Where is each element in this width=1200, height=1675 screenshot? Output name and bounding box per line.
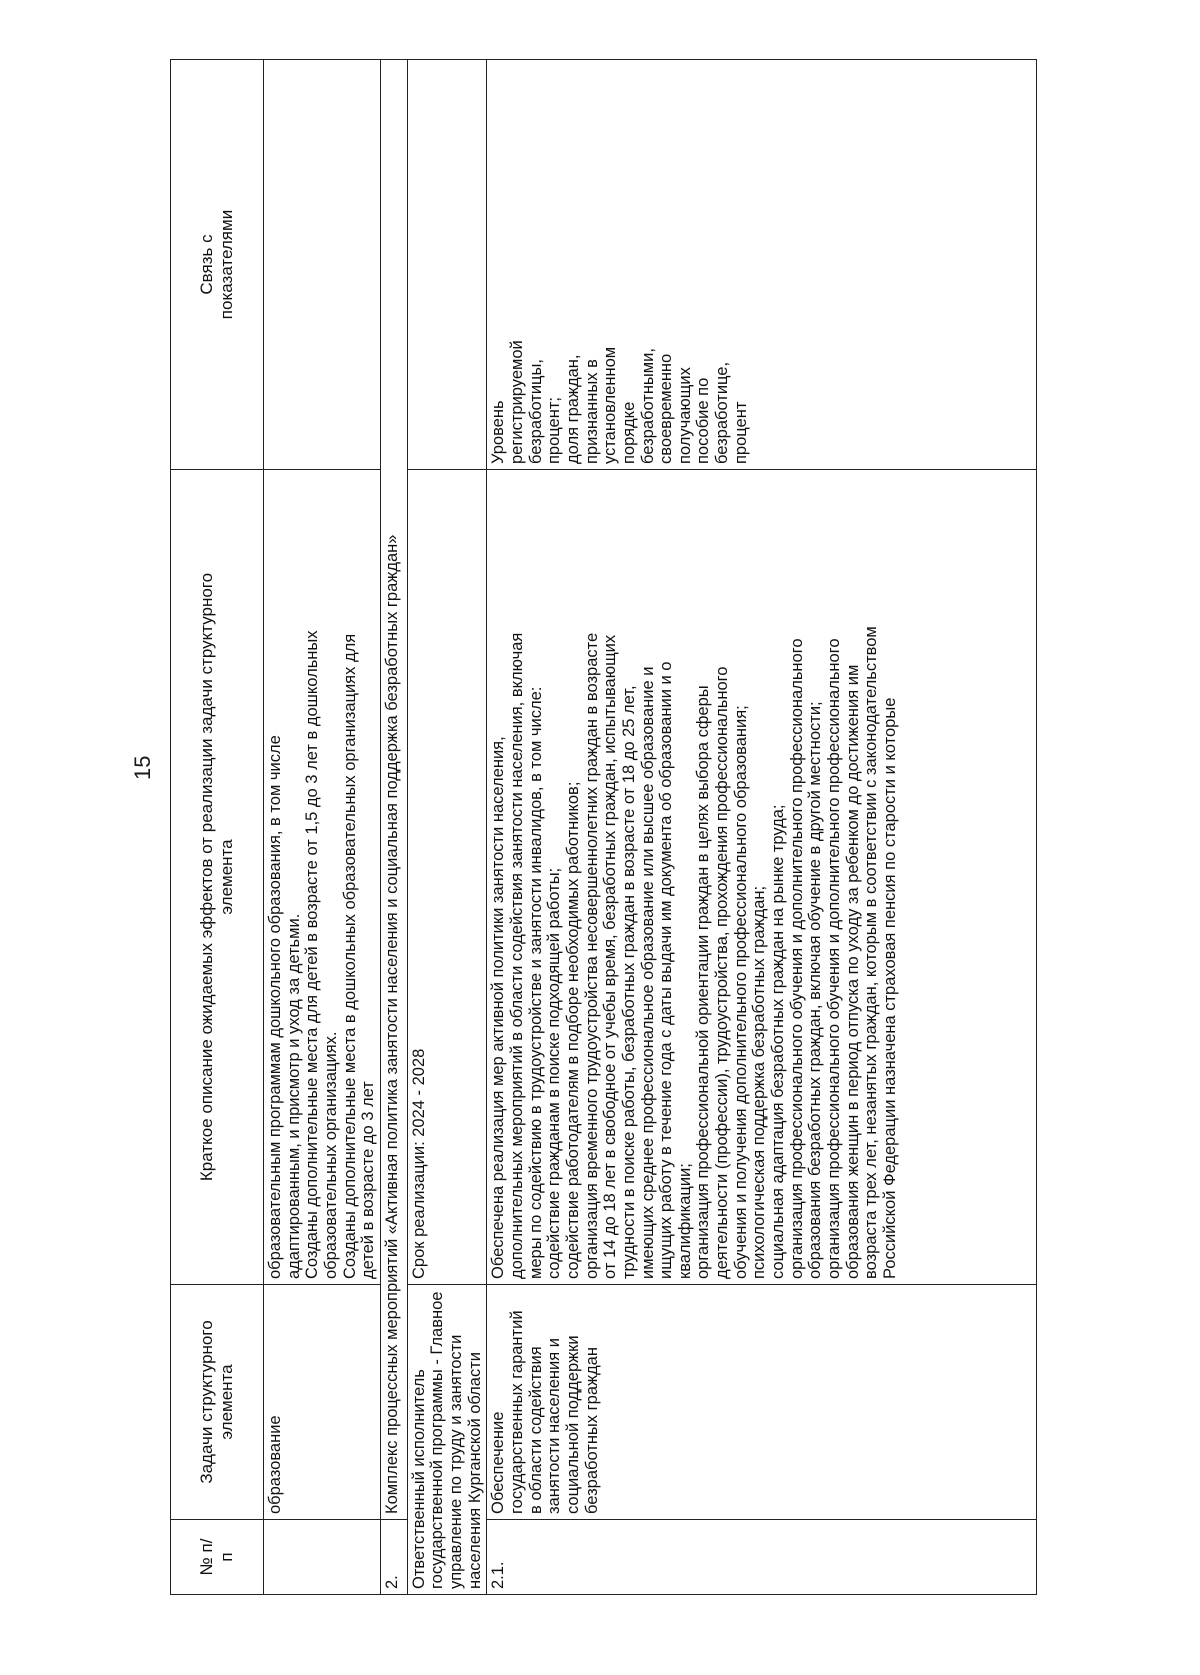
- table-header-row: [171, 60, 264, 1595]
- header-link: Связь с показателями: [171, 60, 264, 470]
- header-effects: Краткое описание ожидаемых эффектов от реализации задачи структурного элемента: [171, 470, 264, 1285]
- responsible-empty: [407, 60, 487, 470]
- header-num: № п/ п: [171, 1520, 264, 1595]
- continued-row: [264, 60, 381, 1595]
- period-cell: [407, 470, 487, 1285]
- period-text: Срок реализации: 2024 - 2028: [409, 1048, 428, 1279]
- continued-num: [264, 1520, 381, 1595]
- page-number: 15: [130, 755, 155, 780]
- row-num: 2.1.: [487, 1520, 1037, 1595]
- row-effects: Обеспечена реализация мер активной политики занятости населения, дополнительных мероприятий в области содействия занятости населения, включая меры по содействию в трудоустройстве и занятости инвалидов, в том числе: содействие гражданам в поиске подходящей работы; содействие работодателям в подборе необходимых работников; организация временного трудоустройства несовершеннолетних граждан в возрасте от 14 до 18 лет в свободное от учебы время, безработных граждан, испытывающих трудности в поиске работы, безработных граждан в возрасте от 18 до 25 лет, имеющих среднее профессиональное образование или высшее образование и ищущих работу в течение года с даты выдачи им документа об образовании и о квалификации; организация профессиональной ориентации граждан в целях выбора сферы деятельности (профессии), трудоустройства, прохождения профессионального обучения и получения дополнительного профессионального образования; психологическая поддержка безработных граждан; социальная адаптация безработных граждан на рынке труда; организация профессионального обучения и дополнительного профессионального образования безработных граждан, включая обучение в другой местности; организация профессионального обучения и дополнительного профессионального образования женщин в период отпуска по уходу за ребенком до достижения им возраста трех лет, незанятых граждан, которым в соответствии с законодательством Российской Федерации назначена страховая пенсия по старости и которые: [487, 470, 1037, 1285]
- row-link: Уровень регистрируемой безработицы, процент; доля граждан, признанных в установленном порядке безработными, своевременно получающих пособие по безработице, процент: [487, 60, 1037, 470]
- section-num: 2.: [380, 1520, 407, 1595]
- table-row: [487, 60, 1037, 1595]
- row-task: Обеспечение государственных гарантий в области содействия занятости населения и социальной поддержки безработных граждан: [487, 1285, 1037, 1520]
- rotated-table-wrapper: [170, 60, 1050, 1595]
- header-tasks: Задачи структурного элемента: [171, 1285, 264, 1520]
- program-table: [170, 59, 1037, 1595]
- section-row: [380, 60, 407, 1595]
- responsible-text: Ответственный исполнитель государственной программы - Главное управление по труду и занятости населения Курганской области: [407, 1285, 487, 1595]
- continued-effects: образовательным программам дошкольного образования, в том числе адаптированным, и присмотр и уход за детьми. Созданы дополнительные места для детей в возрасте от 1,5 до 3 лет в дошкольных образовательных организациях. Созданы дополнительные места в дошкольных образовательных организациях для детей в возрасте до 3 лет: [264, 470, 381, 1285]
- responsible-row: [407, 60, 487, 1595]
- continued-link: [264, 60, 381, 470]
- section-title: Комплекс процессных мероприятий «Активная политика занятости населения и социальная поддержка безработных граждан»: [380, 60, 407, 1520]
- continued-task: образование: [264, 1285, 381, 1520]
